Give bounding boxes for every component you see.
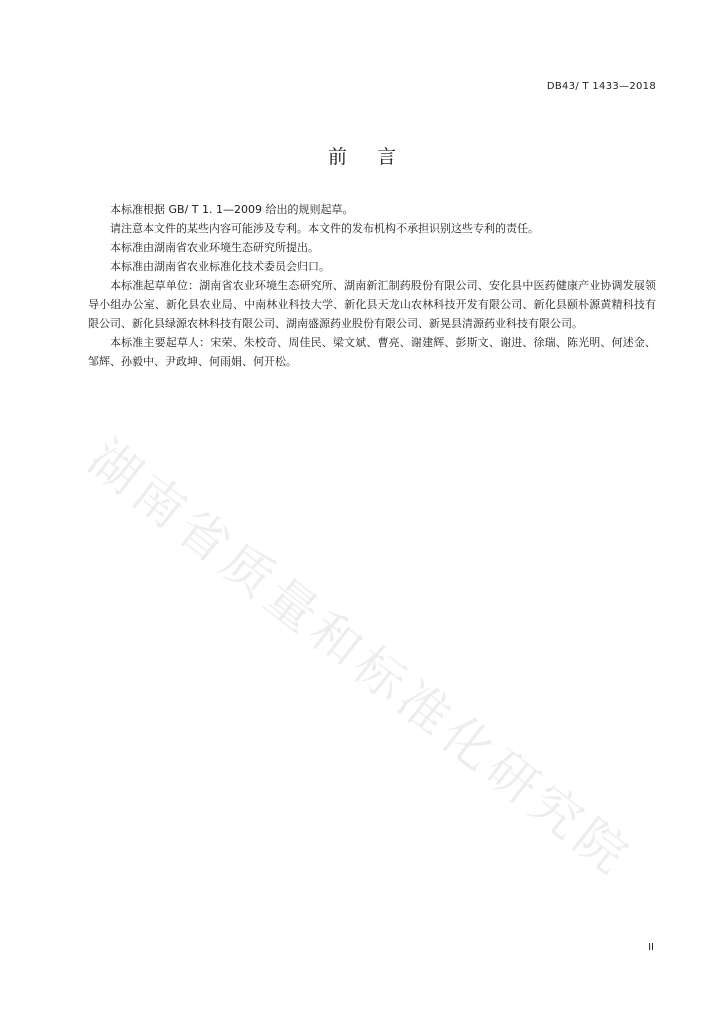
paragraph: 请注意本文件的某些内容可能涉及专利。本文件的发布机构不承担识别这些专利的责任。 (110, 222, 539, 235)
paragraph: 本标准由湖南省农业环境生态研究所提出。 (110, 241, 319, 254)
paragraph: 本标准主要起草人：宋荣、朱校奇、周佳民、梁文斌、曹亮、谢建辉、彭斯文、谢进、徐瑞、陈光明、何述金、邹辉、孙毅中、尹政坤、何雨娟、何开松。 (88, 336, 656, 368)
title-char-1: 前 (327, 146, 347, 168)
page-number: II (648, 942, 654, 953)
page-title (0, 142, 724, 169)
standard-code: DB43/ T 1433—2018 (546, 81, 656, 92)
paragraph: 本标准由湖南省农业标准化技术委员会归口。 (110, 260, 330, 273)
foreword-body (88, 200, 656, 371)
title-char-2: 言 (377, 146, 397, 168)
paragraph: 本标准根据 GB/ T 1. 1—2009 给出的规则起草。 (110, 203, 354, 216)
paragraph: 本标准起草单位：湖南省农业环境生态研究所、湖南新汇制药股份有限公司、安化县中医药健康产业协调发展领导小组办公室、新化县农业局、中南林业科技大学、新化县天龙山农林科技开发有限公司、新化县颐朴源黄精科技有限公司、新化县绿源农林科技有限公司、湖南盛源药业股份有限公司、新晃县清源药业科技有限公司。 (88, 279, 656, 330)
watermark: 湖南省质量和标准化研究院 (77, 428, 643, 889)
